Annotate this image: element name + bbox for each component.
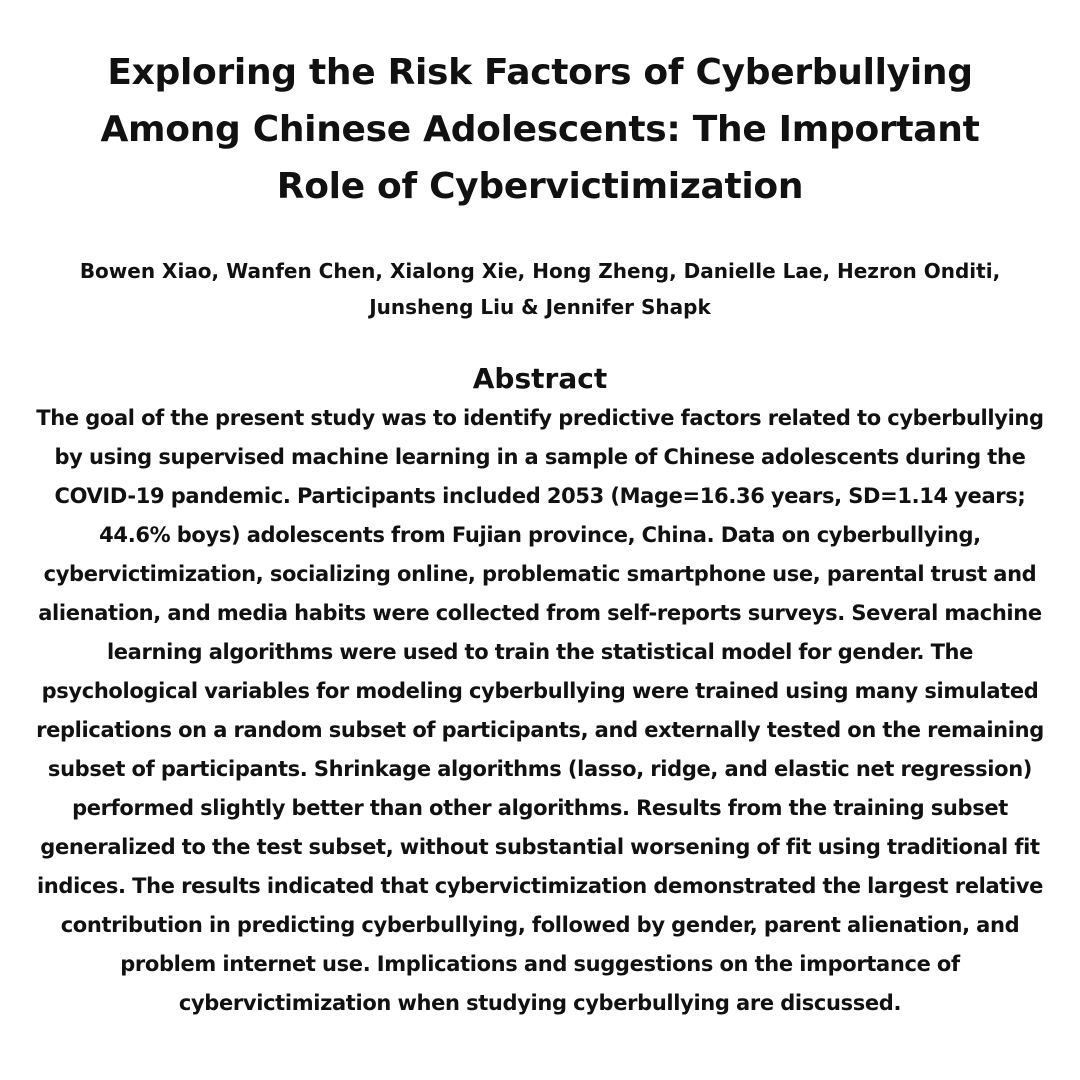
abstract-heading: Abstract: [472, 362, 608, 395]
author-list: Bowen Xiao, Wanfen Chen, Xialong Xie, Hong Zheng, Danielle Lae, Hezron Onditi, Junsheng Liu & Jennifer Shapk: [79, 259, 1001, 319]
paper-title: Exploring the Risk Factors of Cyberbullying Among Chinese Adolescents: The Important Role of Cybervictimization: [100, 52, 980, 207]
abstract-text: The goal of the present study was to identify predictive factors related to cyberbullying by using supervised machine learning in a sample of Chinese adolescents during the COVID-19 pandemic. Participants included 2053 (Mage=16.36 years, SD=1.14 years; 44.6% boys) adolescents from Fujian province, China. Data on cyberbullying, cybervictimization, socializing online, problematic smartphone use, parental trust and alienation, and media habits were collected from self-reports surveys. Several machine learning algorithms were used to train the statistical model for gender. The psychological variables for modeling cyberbullying were trained using many simulated replications on a random subset of participants, and externally tested on the remaining subset of participants. Shrinkage algorithms (lasso, ridge, and elastic net regression) performed slightly better than other algorithms. Results from the training subset generalized to the test subset, without substantial worsening of fit using traditional fit indices. The results indicated that cybervictimization demonstrated the largest relative contribution in predicting cyberbullying, followed by gender, parent alienation, and problem internet use. Implications and suggestions on the importance of cybervictimization when studying cyberbullying are discussed.: [36, 406, 1044, 1015]
